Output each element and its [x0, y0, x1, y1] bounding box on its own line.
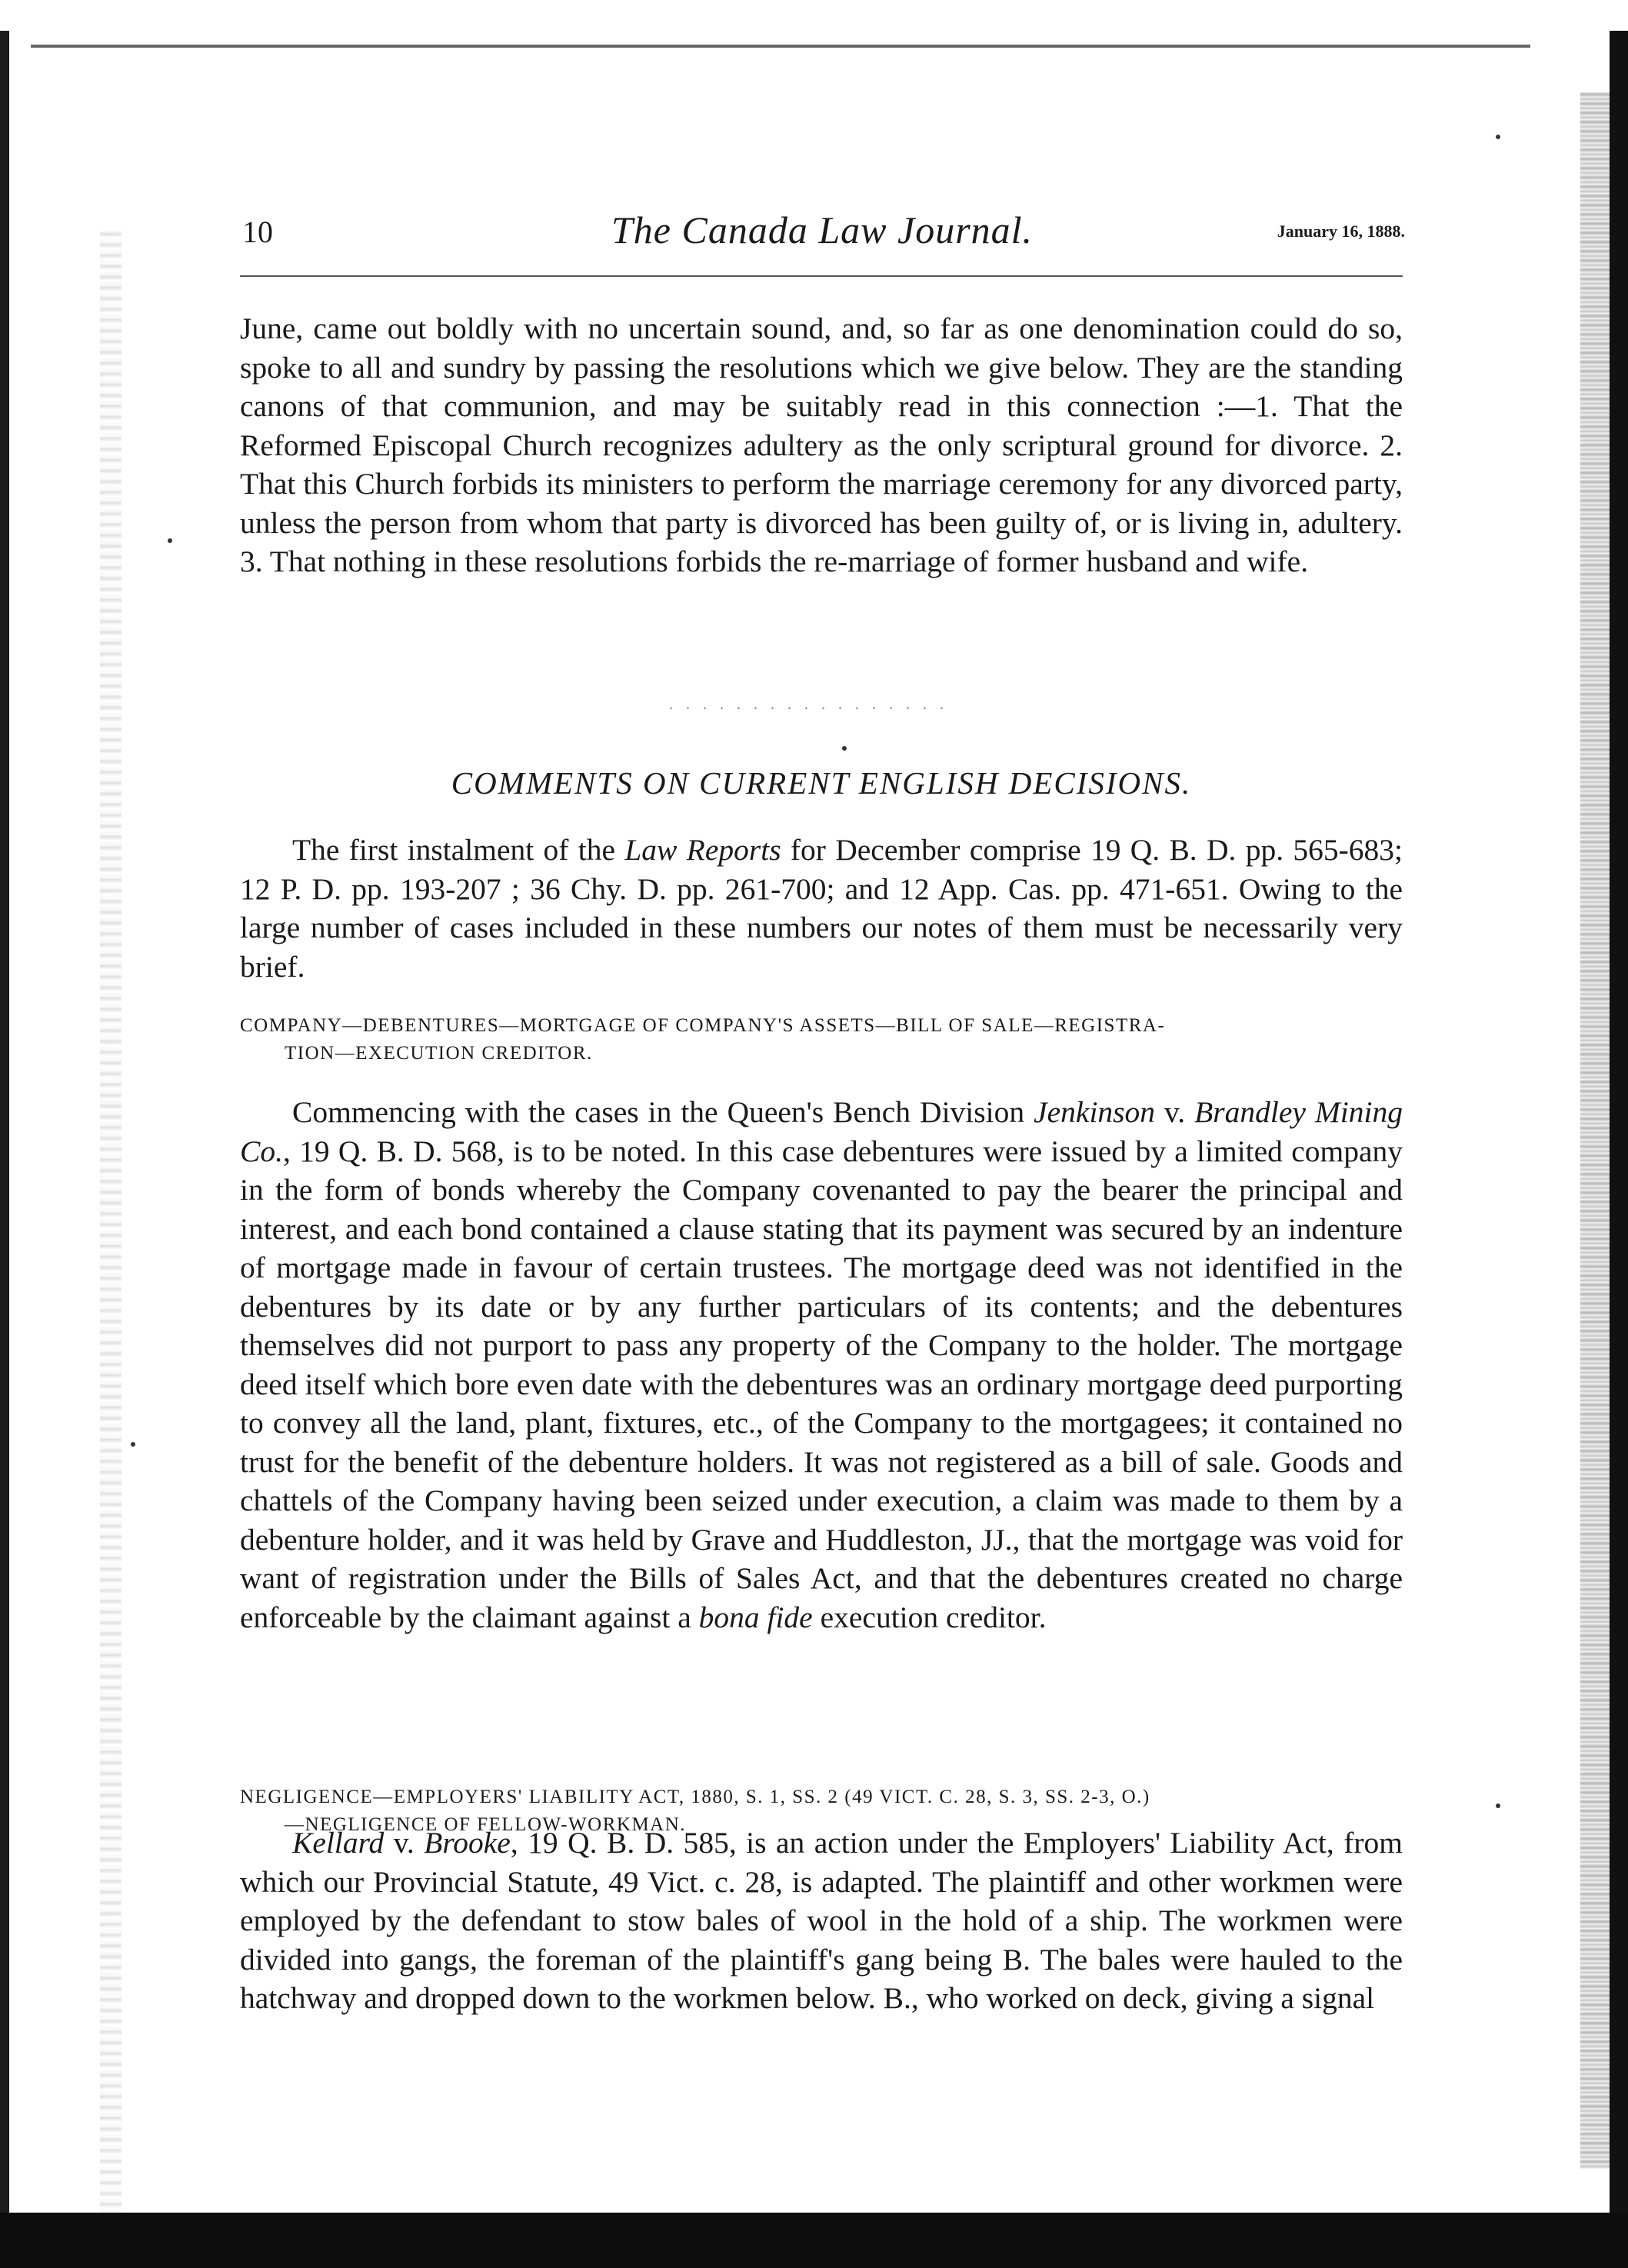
margin-speck: [1496, 1803, 1500, 1808]
scan-left-binding-shadow: [100, 231, 122, 2230]
case-party: Kellard: [292, 1826, 385, 1860]
scan-top-edge: [31, 45, 1530, 48]
latin-term: bona fide: [698, 1600, 813, 1634]
section-divider: . . . . . . . . . . . . . . . . .: [669, 696, 948, 711]
issue-date: January 16, 1888.: [1277, 221, 1405, 241]
page-number: 10: [242, 215, 273, 249]
margin-speck: [842, 746, 847, 751]
journal-title: The Canada Law Journal.: [611, 208, 1034, 251]
section-title: COMMENTS ON CURRENT ENGLISH DECISIONS.: [451, 765, 1192, 801]
scan-right-page-edge: [1580, 92, 1610, 2169]
case-paragraph-jenkinson: Commencing with the cases in the Queen's Bench Division Jenkinson v. Brandley Mining Co., 19 Q. B. D. 568, is to be noted. In this case debentures were issued by a limited company in the form of bonds whereby the Company covenanted to pay the bearer the principal and interest, and each bond contained a clause stating that its payment was secured by an indenture of mortgage made in favour of certain trustees. The mortgage deed was not identified in the debentures by its date or by any further particulars of its contents; and the debentures themselves did not purport to pass any property of the Company to the holder. The mortgage deed itself which bore even date with the debentures was an ordinary mortgage deed purporting to convey all the land, plant, fixtures, etc., of the Company to the mortgagees; it contained no trust for the benefit of the debenture holders. It was not registered as a bill of sale. Goods and chattels of the Company having been seized under execution, a claim was made to them by a debenture holder, and it was held by Grave and Huddleston, JJ., that the mortgage was void for want of registration under the Bills of Sales Act, and that the debentures created no charge enforceable by the claimant against a bona fide execution creditor.: [240, 1095, 1403, 1634]
margin-speck: [131, 1442, 135, 1447]
law-reports-title: Law Reports: [624, 833, 781, 867]
case-party: Brooke: [424, 1826, 511, 1860]
case-party: Jenkinson: [1034, 1095, 1156, 1129]
margin-speck: [168, 538, 172, 543]
running-head: [242, 208, 1405, 261]
margin-speck: [1496, 135, 1500, 139]
paragraph-continuation: June, came out boldly with no uncertain sound, and, so far as one denomination could do so, spoke to all and sundry by passing the resolutions which we give below. They are the standing canons of that communion, and may be suitably read in this connection :—1. That the Reformed Episcopal Church recognizes adultery as the only scriptural ground for divorce. 2. That this Church forbids its ministers to perform the marriage ceremony for any divorced party, unless the person from whom that party is divorced has been guilty of, or is living in, adultery. 3. That nothing in these resolutions forbids the re-marriage of former husband and wife.: [240, 311, 1403, 578]
case-party: Brandley Mining Co.: [240, 1095, 1403, 1168]
scan-bottom-border: [0, 2213, 1628, 2268]
scan-left-border: [0, 31, 9, 2230]
header-rule: [240, 275, 1403, 277]
case-paragraph-kellard: Kellard v. Brooke, 19 Q. B. D. 585, is an action under the Employers' Liability Act, from which our Provincial Statute, 49 Vict. c. 28, is adapted. The plaintiff and other workmen were employed by the defendant to stow bales of wool in the hold of a ship. The workmen were divided into gangs, the foreman of the plaintiff's gang being B. The bales were hauled to the hatchway and dropped down to the workmen below. B., who worked on deck, giving a signal: [240, 1826, 1403, 2015]
case-heading-negligence: NEGLIGENCE—EMPLOYERS' LIABILITY ACT, 1880, S. 1, SS. 2 (49 VICT. C. 28, S. 3, SS. 2-3, O.) —NEGLIGENCE OF FELLOW-WORKMAN.: [240, 1787, 1150, 1835]
case-heading-debentures: COMPANY—DEBENTURES—MORTGAGE OF COMPANY'S ASSETS—BILL OF SALE—REGISTRA- TION—EXECUTION CREDITOR.: [240, 1015, 1166, 1064]
scan-right-border: [1610, 31, 1628, 2246]
section-intro-paragraph: The first instalment of the Law Reports for December comprise 19 Q. B. D. pp. 565-683; 12 P. D. pp. 193-207 ; 36 Chy. D. pp. 261-700; and 12 App. Cas. pp. 471-651. Owing to the large number of cases included in these numbers our notes of them must be necessarily very brief.: [240, 833, 1403, 984]
